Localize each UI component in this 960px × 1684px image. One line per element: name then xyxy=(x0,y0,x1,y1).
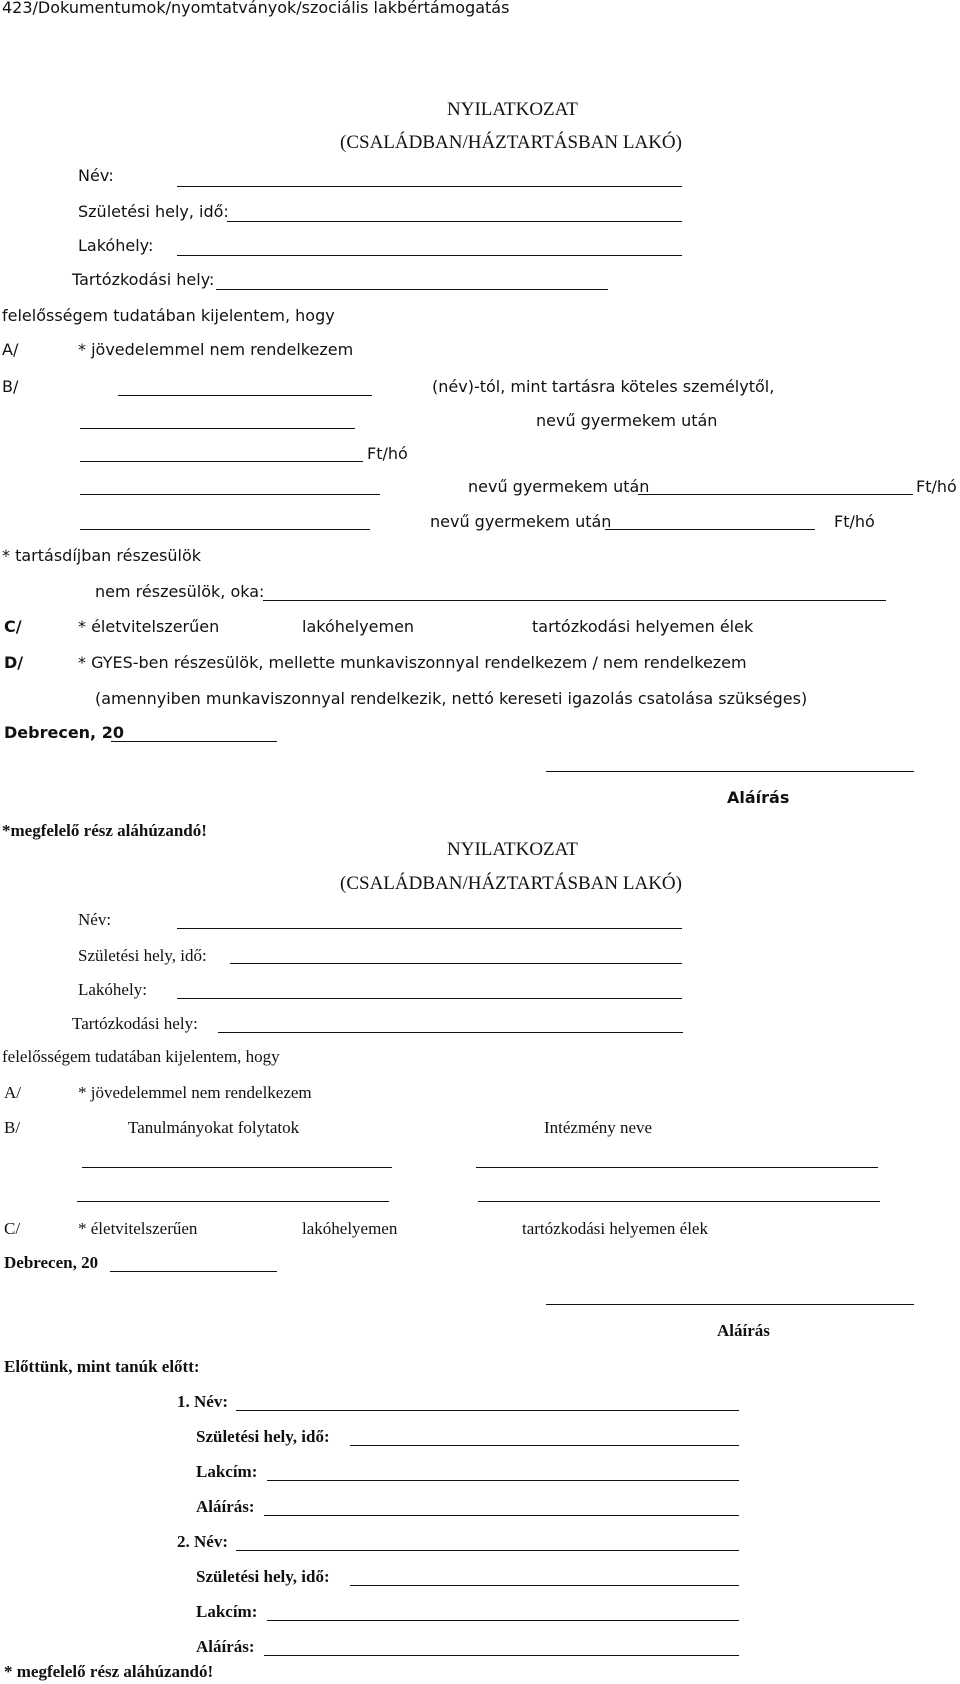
witness1-sign-field[interactable] xyxy=(264,1515,739,1516)
form1-stay-field[interactable] xyxy=(216,289,608,290)
form1-b-from: (név)-tól, mint tartásra köteles személytől, xyxy=(432,377,775,396)
witness1-address-label: Lakcím: xyxy=(196,1462,258,1481)
form2-c-opt2[interactable]: lakóhelyemen xyxy=(302,1219,398,1238)
form1-b-amount1-field[interactable] xyxy=(80,461,363,462)
form2-c-mark: C/ xyxy=(4,1219,21,1238)
form1-c-opt3[interactable]: tartózkodási helyemen élek xyxy=(532,617,754,636)
form2-b-mark: B/ xyxy=(4,1118,21,1137)
form1-b-ft2: Ft/hó xyxy=(916,477,957,496)
witness1-name-field[interactable] xyxy=(236,1410,739,1411)
form1-b-child1: nevű gyermekem után xyxy=(536,411,718,430)
form1-b-child1-field[interactable] xyxy=(80,428,355,429)
witness2-birth-field[interactable] xyxy=(350,1585,739,1586)
form2-name-label: Név: xyxy=(78,910,112,929)
form1-b-ft1: Ft/hó xyxy=(367,444,408,463)
form2-stay-label: Tartózkodási hely: xyxy=(72,1014,198,1033)
form2-studies-field-1[interactable] xyxy=(82,1167,392,1168)
form2-residence-field[interactable] xyxy=(177,998,682,999)
form1-d-note: (amennyiben munkaviszonnyal rendelkezik, nettó kereseti igazolás csatolása szükséges) xyxy=(95,689,808,708)
form1-b-child2-field[interactable] xyxy=(80,494,380,495)
form1-name-field[interactable] xyxy=(177,186,682,187)
form1-subtitle: (CSALÁDBAN/HÁZTARTÁSBAN LAKÓ) xyxy=(340,132,682,153)
witness2-sign-label: Aláírás: xyxy=(196,1637,255,1656)
form1-birth-field[interactable] xyxy=(227,221,682,222)
form1-a-text: * jövedelemmel nem rendelkezem xyxy=(78,340,354,359)
form1-signature-line[interactable] xyxy=(546,771,914,772)
form2-place-date: Debrecen, 20 xyxy=(4,1253,99,1272)
form1-b-child3: nevű gyermekem után xyxy=(430,512,612,531)
witness1-name-label: 1. Név: xyxy=(177,1392,228,1411)
form1-residence-label: Lakóhely: xyxy=(78,236,154,255)
witness2-address-field[interactable] xyxy=(267,1620,739,1621)
form2-c-opt1[interactable]: * életvitelszerűen xyxy=(78,1219,198,1238)
form2-title: NYILATKOZAT xyxy=(447,839,578,860)
witness1-birth-label: Születési hely, idő: xyxy=(196,1427,330,1446)
witness2-address-label: Lakcím: xyxy=(196,1602,258,1621)
form1-signature-label: Aláírás xyxy=(727,788,790,807)
form1-birth-label: Születési hely, idő: xyxy=(78,202,229,221)
form1-date-field[interactable] xyxy=(111,741,277,742)
form1-c-opt2[interactable]: lakóhelyemen xyxy=(302,617,415,636)
form1-name-label: Név: xyxy=(78,166,114,185)
witness2-birth-label: Születési hely, idő: xyxy=(196,1567,330,1586)
footer-note: * megfelelő rész aláhúzandó! xyxy=(4,1662,214,1681)
form1-c-opt1[interactable]: * életvitelszerűen xyxy=(78,617,220,636)
form1-declare: felelősségem tudatában kijelentem, hogy xyxy=(2,306,335,325)
form2-residence-label: Lakóhely: xyxy=(78,980,147,999)
form1-a-mark: A/ xyxy=(2,340,19,359)
form2-institution-field-2[interactable] xyxy=(478,1201,880,1202)
form1-b-child3-field[interactable] xyxy=(80,529,370,530)
form1-b-amount2-field[interactable] xyxy=(638,494,913,495)
form2-birth-field[interactable] xyxy=(230,963,682,964)
form1-place-date: Debrecen, 20 xyxy=(4,723,124,742)
witness2-name-field[interactable] xyxy=(236,1550,739,1551)
form2-b-studies: Tanulmányokat folytatok xyxy=(128,1118,300,1137)
form2-a-text: * jövedelemmel nem rendelkezem xyxy=(78,1083,312,1102)
document-path: 423/Dokumentumok/nyomtatványok/szociális lakbértámogatás xyxy=(2,0,510,17)
form2-declare: felelősségem tudatában kijelentem, hogy xyxy=(2,1047,280,1066)
form2-signature-label: Aláírás xyxy=(717,1321,770,1340)
form2-name-field[interactable] xyxy=(177,928,682,929)
form1-c-mark: C/ xyxy=(4,617,22,636)
form2-b-institution: Intézmény neve xyxy=(544,1118,653,1137)
form2-a-mark: A/ xyxy=(4,1083,21,1102)
witness1-sign-label: Aláírás: xyxy=(196,1497,255,1516)
form2-signature-line[interactable] xyxy=(546,1304,914,1305)
witness2-name-label: 2. Név: xyxy=(177,1532,228,1551)
form1-b-payer-field[interactable] xyxy=(118,395,372,396)
form2-birth-label: Születési hely, idő: xyxy=(78,946,207,965)
form2-subtitle: (CSALÁDBAN/HÁZTARTÁSBAN LAKÓ) xyxy=(340,873,682,894)
form1-alimony: * tartásdíjban részesülök xyxy=(2,546,202,565)
form2-institution-field-1[interactable] xyxy=(476,1167,878,1168)
form1-stay-label: Tartózkodási hely: xyxy=(72,270,215,289)
form1-b-amount3-field[interactable] xyxy=(605,529,815,530)
form1-b-mark: B/ xyxy=(2,377,19,396)
witness2-sign-field[interactable] xyxy=(264,1655,739,1656)
form1-reason-field[interactable] xyxy=(263,600,886,601)
witness1-birth-field[interactable] xyxy=(350,1445,739,1446)
form2-c-opt3[interactable]: tartózkodási helyemen élek xyxy=(522,1219,708,1238)
witnesses-heading: Előttünk, mint tanúk előtt: xyxy=(4,1357,200,1376)
form2-date-field[interactable] xyxy=(110,1271,277,1272)
form1-residence-field[interactable] xyxy=(177,255,682,256)
witness1-address-field[interactable] xyxy=(267,1480,739,1481)
form2-studies-field-2[interactable] xyxy=(77,1201,389,1202)
form1-b-child2: nevű gyermekem után xyxy=(468,477,650,496)
form1-d-mark: D/ xyxy=(4,653,24,672)
form1-d-text[interactable]: * GYES-ben részesülök, mellette munkaviszonnyal rendelkezem / nem rendelkezem xyxy=(78,653,747,672)
form2-stay-field[interactable] xyxy=(218,1032,683,1033)
form1-not-receive: nem részesülök, oka: xyxy=(95,582,265,601)
form1-b-ft3: Ft/hó xyxy=(834,512,875,531)
form1-title: NYILATKOZAT xyxy=(447,99,578,120)
form1-underline-note: *megfelelő rész aláhúzandó! xyxy=(2,821,207,840)
